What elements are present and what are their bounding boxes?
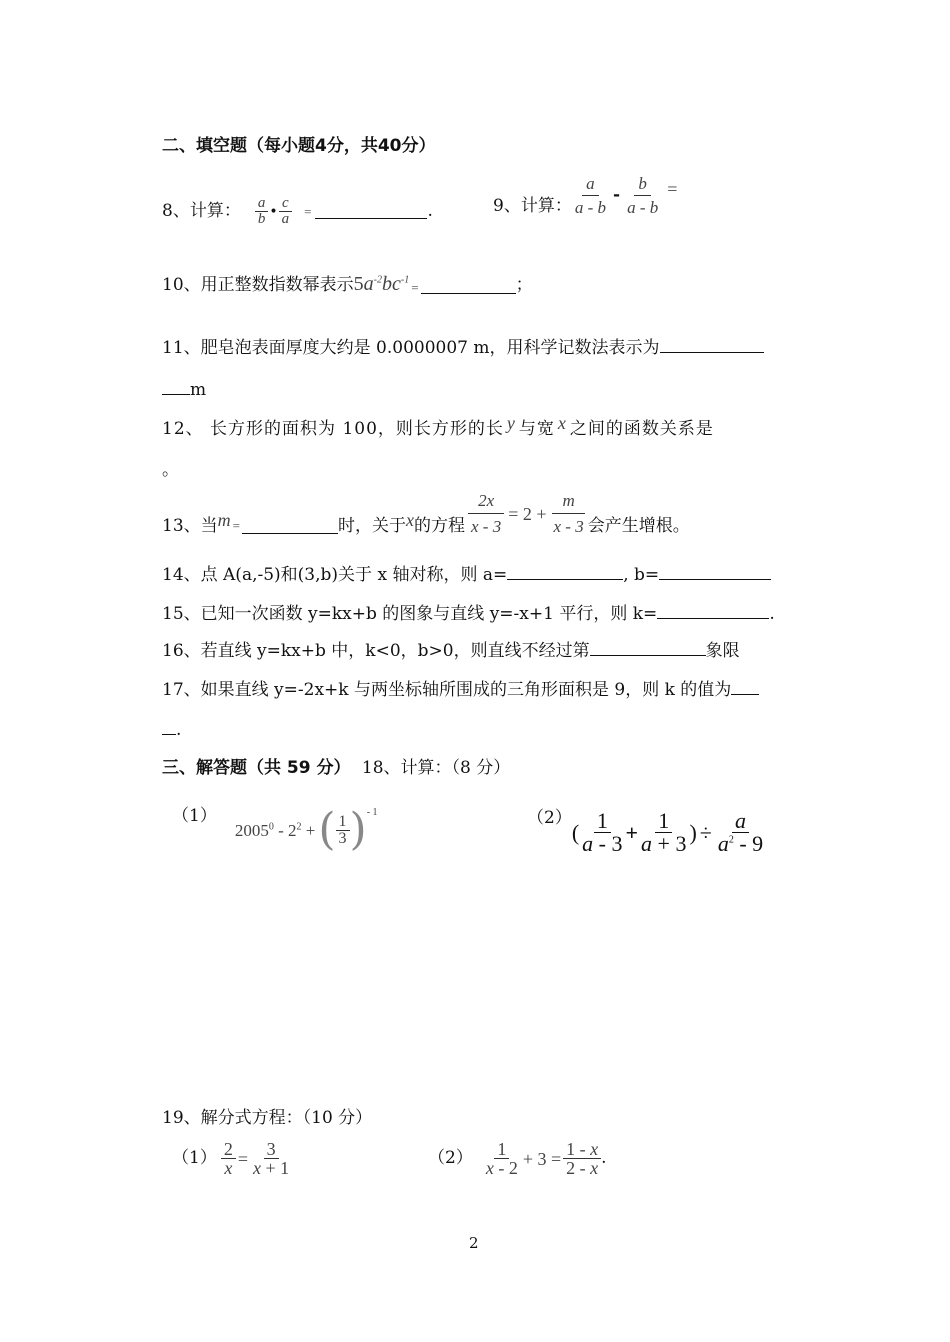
q10-answer-blank[interactable] xyxy=(421,279,516,294)
q19-1-equals: = xyxy=(237,1148,248,1169)
q14-text-a: 14、点 A(a,-5)和(3,b)关于 x 轴对称，则 a= xyxy=(162,565,508,585)
question-17-cont xyxy=(162,720,181,739)
question-14 xyxy=(162,565,771,584)
question-19-1 xyxy=(172,1140,292,1177)
q19-2-frac-right: $\frac{1 - x}{2 - x}$ xyxy=(563,1140,601,1177)
q19-2-frac-left: $\frac{1}{x - 2}$ xyxy=(485,1139,518,1178)
q19-2-period: . xyxy=(601,1148,607,1168)
q12-text-c: 之间的函数关系是 xyxy=(569,419,714,439)
question-15 xyxy=(162,604,775,623)
q18-2-close-paren: ) xyxy=(689,819,697,845)
q8-label: 8、计算： xyxy=(162,201,241,221)
q18-title: 18、计算：（8 分） xyxy=(361,758,511,778)
q11-answer-blank[interactable] xyxy=(660,338,764,353)
question-11-cont xyxy=(162,380,206,399)
q17-text: 17、如果直线 y=-2x+k 与两坐标轴所围成的三角形面积是 9，则 k 的值为 xyxy=(162,680,732,700)
q19-title: 19、解分式方程：（10 分） xyxy=(162,1108,373,1128)
q12-var-x: x xyxy=(557,413,567,433)
question-12 xyxy=(162,413,714,439)
q15-answer-blank[interactable] xyxy=(657,604,769,619)
q11-answer-blank-cont[interactable] xyxy=(162,380,190,395)
q18-2-frac-1: $\frac{1}{a - 3}$ xyxy=(582,808,623,856)
q18-2-open-paren: ( xyxy=(571,819,580,845)
question-9 xyxy=(493,175,677,216)
q18-1-exponent: - 1 xyxy=(366,807,378,818)
q18-2-label: （2） xyxy=(527,808,572,828)
question-17 xyxy=(162,680,759,699)
q16-text-a: 16、若直线 y=kx+b 中，k<0，b>0，则直线不经过第 xyxy=(162,641,590,661)
q9-frac-1: $\frac{a}{a - b}$ xyxy=(574,174,606,217)
q18-1-label: （1） xyxy=(172,806,217,826)
q10-equals: = xyxy=(411,280,419,295)
q13-eq-two: = 2 + xyxy=(508,503,547,524)
q11-text: 11、肥皂泡表面厚度大约是 0.0000007 m，用科学记数法表示为 xyxy=(162,338,660,358)
question-18-2 xyxy=(527,810,766,855)
q13-text-a: 13、当 xyxy=(162,516,218,536)
q18-2-frac-3: $\frac{a}{a^2 - 9}$ xyxy=(717,808,764,856)
q19-1-frac-left: $\frac{2}{x}$ xyxy=(221,1140,236,1177)
q18-2-frac-2: $\frac{1}{a + 3}$ xyxy=(641,808,687,856)
q17-answer-blank-cont[interactable] xyxy=(162,720,176,735)
question-16 xyxy=(162,641,740,660)
q12-text-a: 12、 长方形的面积为 100，则长方形的长 xyxy=(162,419,504,439)
q10-expression: $5a^{-2}bc^{-1}$ xyxy=(353,273,410,295)
q10-semicolon: ； xyxy=(515,275,533,295)
q13-answer-blank[interactable] xyxy=(242,519,338,534)
q18-1-frac: $\frac{1}{3}$ xyxy=(336,814,350,847)
section-3-header xyxy=(162,760,510,777)
q15-text: 15、已知一次函数 y=kx+b 的图象与直线 y=-x+1 平行，则 k= xyxy=(162,604,658,624)
q18-1-expression: $2005^0 - 2^2$ + xyxy=(234,820,316,840)
q8-equals: = xyxy=(304,204,312,219)
page-number: 2 xyxy=(469,1234,479,1252)
q18-2-plus: + xyxy=(625,819,639,845)
q18-1-right-paren: ) xyxy=(349,804,367,855)
q16-text-b: 象限 xyxy=(705,641,740,661)
q19-2-label: （2） xyxy=(428,1148,473,1168)
question-12-end: 。 xyxy=(162,460,179,480)
q11-unit: m xyxy=(190,380,207,400)
q17-period: . xyxy=(176,720,182,740)
question-18-1 xyxy=(172,804,378,855)
q13-text-c: 的方程 xyxy=(413,516,465,536)
section-2-title: 二、填空题（每小题4分，共40分） xyxy=(162,136,436,156)
q13-var-m: m xyxy=(217,509,231,530)
q18-1-left-paren: ( xyxy=(318,804,336,855)
q14-answer-a-blank[interactable] xyxy=(507,565,623,580)
section-3-title: 三、解答题（共 59 分） xyxy=(162,758,351,778)
q13-text-d: 会产生增根。 xyxy=(587,516,690,536)
q19-1-label: （1） xyxy=(172,1148,217,1168)
q8-period: . xyxy=(427,201,433,221)
q13-var-x: x xyxy=(405,509,414,530)
q18-2-divide: ÷ xyxy=(699,819,712,845)
q14-text-b: , b= xyxy=(623,565,660,585)
q19-1-frac-right: $\frac{3}{x + 1}$ xyxy=(252,1139,290,1178)
q12-text-b: 与宽 xyxy=(518,419,555,439)
q16-answer-blank[interactable] xyxy=(590,641,706,656)
q15-period: . xyxy=(769,604,775,624)
q14-answer-b-blank[interactable] xyxy=(659,565,771,580)
q13-frac-left: $\frac{2x}{x - 3}$ xyxy=(467,492,505,535)
q8-frac-ca: $\frac{c}{a}$ xyxy=(279,196,293,227)
q8-answer-blank[interactable] xyxy=(315,204,427,219)
question-8 xyxy=(162,196,433,227)
q19-2-plus-three: + 3 = xyxy=(522,1148,562,1169)
q8-frac-ab: $\frac{a}{b}$ xyxy=(255,196,269,227)
question-13 xyxy=(162,492,690,535)
q13-frac-right: $\frac{m}{x - 3}$ xyxy=(553,491,584,536)
q8-dot: • xyxy=(269,203,278,220)
question-11 xyxy=(162,338,764,357)
q17-answer-blank[interactable] xyxy=(731,680,759,695)
q10-label: 10、用正整数指数幂表示 xyxy=(162,275,354,295)
q9-minus: - xyxy=(613,185,621,205)
q9-label: 9、计算： xyxy=(493,196,572,216)
q12-var-y: y xyxy=(506,413,516,433)
q9-frac-2: $\frac{b}{a - b}$ xyxy=(627,174,659,217)
q13-text-b: 时，关于 xyxy=(337,516,406,536)
question-19-2 xyxy=(428,1140,607,1177)
question-10 xyxy=(162,274,533,294)
q13-equals: = xyxy=(232,518,240,533)
q9-equals: = xyxy=(667,178,678,199)
